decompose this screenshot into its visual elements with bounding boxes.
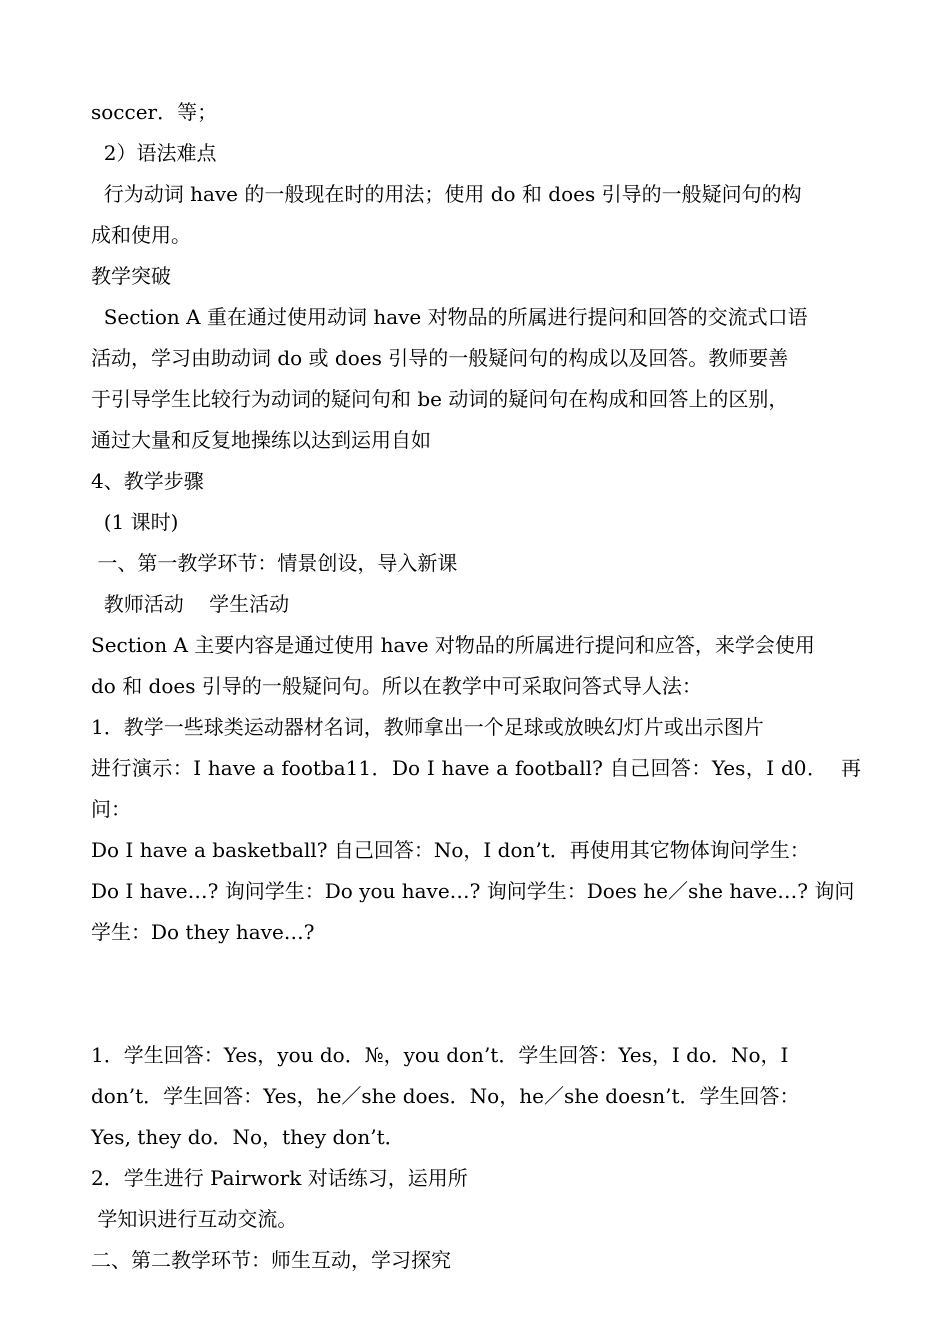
text-line: 1．学生回答：Yes，you do．№，you don’t．学生回答：Yes，I do．No，I — [91, 1043, 789, 1067]
text-line: (1 课时) — [91, 510, 179, 534]
text-line: 教学突破 — [91, 264, 171, 288]
text-line: 1．教学一些球类运动器材名词，教师拿出一个足球或放映幻灯片或出示图片 — [91, 715, 764, 739]
text-line: 2）语法难点 — [91, 141, 217, 165]
text-line: Do I have…? 询问学生：Do you have…? 询问学生：Does he／she have…? 询问 — [91, 879, 855, 903]
text-line: 学知识进行互动交流。 — [91, 1207, 298, 1231]
text-line: Section A 重在通过使用动词 have 对物品的所属进行提问和回答的交流式口语 — [91, 305, 808, 329]
text-line: Do I have a basketball? 自己回答：No，I don’t．再使用其它物体询问学生： — [91, 838, 810, 862]
text-line: 二、第二教学环节：师生互动，学习探究 — [91, 1248, 451, 1272]
body-section-2 — [91, 1035, 861, 1281]
text-line: Section A 主要内容是通过使用 have 对物品的所属进行提问和应答，来学会使用 — [91, 633, 815, 657]
text-line: 学生：Do they have…? — [91, 920, 315, 944]
text-line: 进行演示：I have a footba11．Do I have a football? 自己回答：Yes，I d0． 再问： — [91, 756, 861, 821]
document-body — [91, 92, 861, 1281]
text-line: 通过大量和反复地操练以达到运用自如 — [91, 428, 431, 452]
text-line: do 和 does 引导的一般疑问句。所以在教学中可采取问答式导人法： — [91, 674, 702, 698]
text-line: don’t．学生回答：Yes，he／she does．No，he／she doesn’t．学生回答： — [91, 1084, 800, 1108]
blank-gap — [91, 953, 861, 1035]
text-line: 成和使用。 — [91, 223, 191, 247]
text-line: 行为动词 have 的一般现在时的用法；使用 do 和 does 引导的一般疑问句的构 — [91, 182, 802, 206]
text-line: Yes, they do．No，they don’t． — [91, 1125, 405, 1149]
text-line: 4、教学步骤 — [91, 469, 204, 493]
text-line: 一、第一教学环节：情景创设，导入新课 — [91, 551, 458, 575]
text-line: 于引导学生比较行为动词的疑问句和 be 动词的疑问句在构成和回答上的区别， — [91, 387, 789, 411]
body-section-1 — [91, 92, 861, 953]
text-line: 2．学生进行 Pairwork 对话练习，运用所 — [91, 1166, 468, 1190]
text-line: 活动，学习由助动词 do 或 does 引导的一般疑问句的构成以及回答。教师要善 — [91, 346, 789, 370]
text-line: 教师活动 学生活动 — [91, 592, 290, 616]
text-line: soccer．等； — [91, 100, 218, 124]
